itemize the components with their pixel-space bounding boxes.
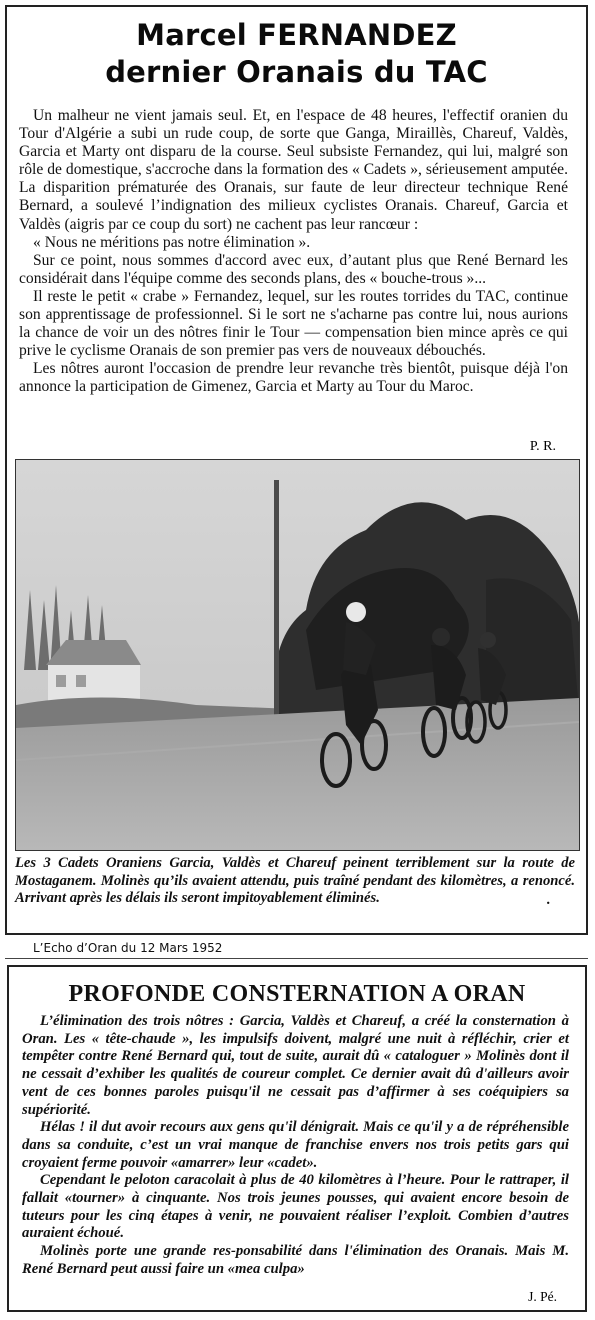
article-paragraph: « Nous ne méritions pas notre élimination ». [33, 233, 311, 251]
article-paragraph: Il reste le petit « crabe » Fernandez, lequel, sur les routes torrides du TAC, continue son apprentissage de professionnel. Si le sort ne s'acharne pas contre lui, nous aurions la chance de voir un des nôtres finir le Tour — compensation bien mince après ce qui prive le cyclisme Oranais de son premier pas vers de nouveaux débouchés. [19, 287, 568, 360]
article-paragraph: Un malheur ne vient jamais seul. Et, en l'espace de 48 heures, l'effectif oranien du Tour d'Algérie a subi un rude coup, de sorte que Ganga, Miraillès, Chareuf, Valdès, Garcia et Marty ont disparu de la course. Seul subsiste Fernandez, qui lui, malgré son rôle de domestique, s'accroche dans la formation des « Cadets », sérieusement amputée. La disparition prématurée des Oranais, sur faute de leur directeur technique René Bernard, a soulevé l’indignation des milieux cyclistes Oranais. Chareuf, Garcia et Valdès (aigris par ce coup du sort) ne cachent pas leur rancœur : [19, 107, 568, 233]
article-paragraph: Les nôtres auront l'occasion de prendre leur revanche très bientôt, puisque déjà l'on annonce la participation de Gimenez, Garcia et Marty au Tour du Maroc. [19, 360, 568, 396]
article-signature: P. R. [529, 439, 556, 454]
photo-caption-text: Les 3 Cadets Oraniens Garcia, Valdès et Chareuf peinent terriblement sur la route de Mostaganem. Molinès qu’ils avaient attendu, puis traîné pendant des kilomètres, a renoncé. Arrivant après les délais ils seront impitoyablement éliminés. [15, 855, 575, 907]
second-article-paragraph: Hélas ! il dut avoir recours aux gens qu'il dénigrait. Mais ce qu'il y a de répréhensible dans sa conduite, c’est un vrai manque de franchise envers nos trois petits gars qui croyaient ferme pouvoir «amarrer» leur «cadet». [22, 1119, 569, 1171]
second-article-frame [7, 965, 587, 1312]
photo-caption [15, 855, 575, 908]
source-line: L’Echo d’Oran du 12 Mars 1952 [33, 941, 223, 955]
divider [5, 958, 588, 959]
second-article-paragraph: L’élimination des trois nôtres : Garcia, Valdès et Chareuf, a créé la consternation à Oran. Les « tête-chaude », les impulsifs doivent, malgré une nuit à réfléchir, crier et tempêter contre René Bernard qui, tout de suite, aurait dû « cataloguer » Molinès dont il ne cessait d’exhiber les qualités de coureur complet. Ce dernier avait dû d'ailleurs avoir vent de ces bonnes paroles puisqu'il ne cessait pas d’affirmer à ses coéquipiers sa supériorité. [22, 1013, 569, 1118]
headline-line-1: Marcel FERNANDEZ [136, 18, 457, 52]
headline-line-2: dernier Oranais du TAC [105, 55, 488, 89]
cyclists-photo-image [16, 460, 579, 850]
article-paragraph: Sur ce point, nous sommes d'accord avec eux, d’autant plus que René Bernard les considérait dans l'équipe comme des seconds plans, des « bouche-trous »... [19, 251, 568, 287]
second-article-paragraph: Molinès porte une grande res-ponsabilité dans l'élimination des Oranais. Mais M. René Bernard peut aussi faire un «mea culpa» [22, 1243, 569, 1277]
article-body [19, 107, 568, 397]
second-article-body [22, 1013, 569, 1279]
headline [7, 17, 586, 91]
second-article-signature: J. Pé. [528, 1289, 557, 1304]
cyclists-photo [15, 459, 580, 851]
second-article-title: PROFONDE CONSTERNATION A ORAN [68, 981, 526, 1007]
caption-dot: . [546, 892, 550, 909]
second-article-paragraph: Cependant le peloton caracolait à plus de 40 kilomètres à l’heure. Pour le rattraper, il fallait «tourner» à cinquante. Nos trois jeunes pousses, qui avaient encore besoin de tuteurs pour les cinq étapes à venir, ne pouvaient réaliser l’exploit. Combien d’autres auraient échoué. [22, 1172, 569, 1242]
